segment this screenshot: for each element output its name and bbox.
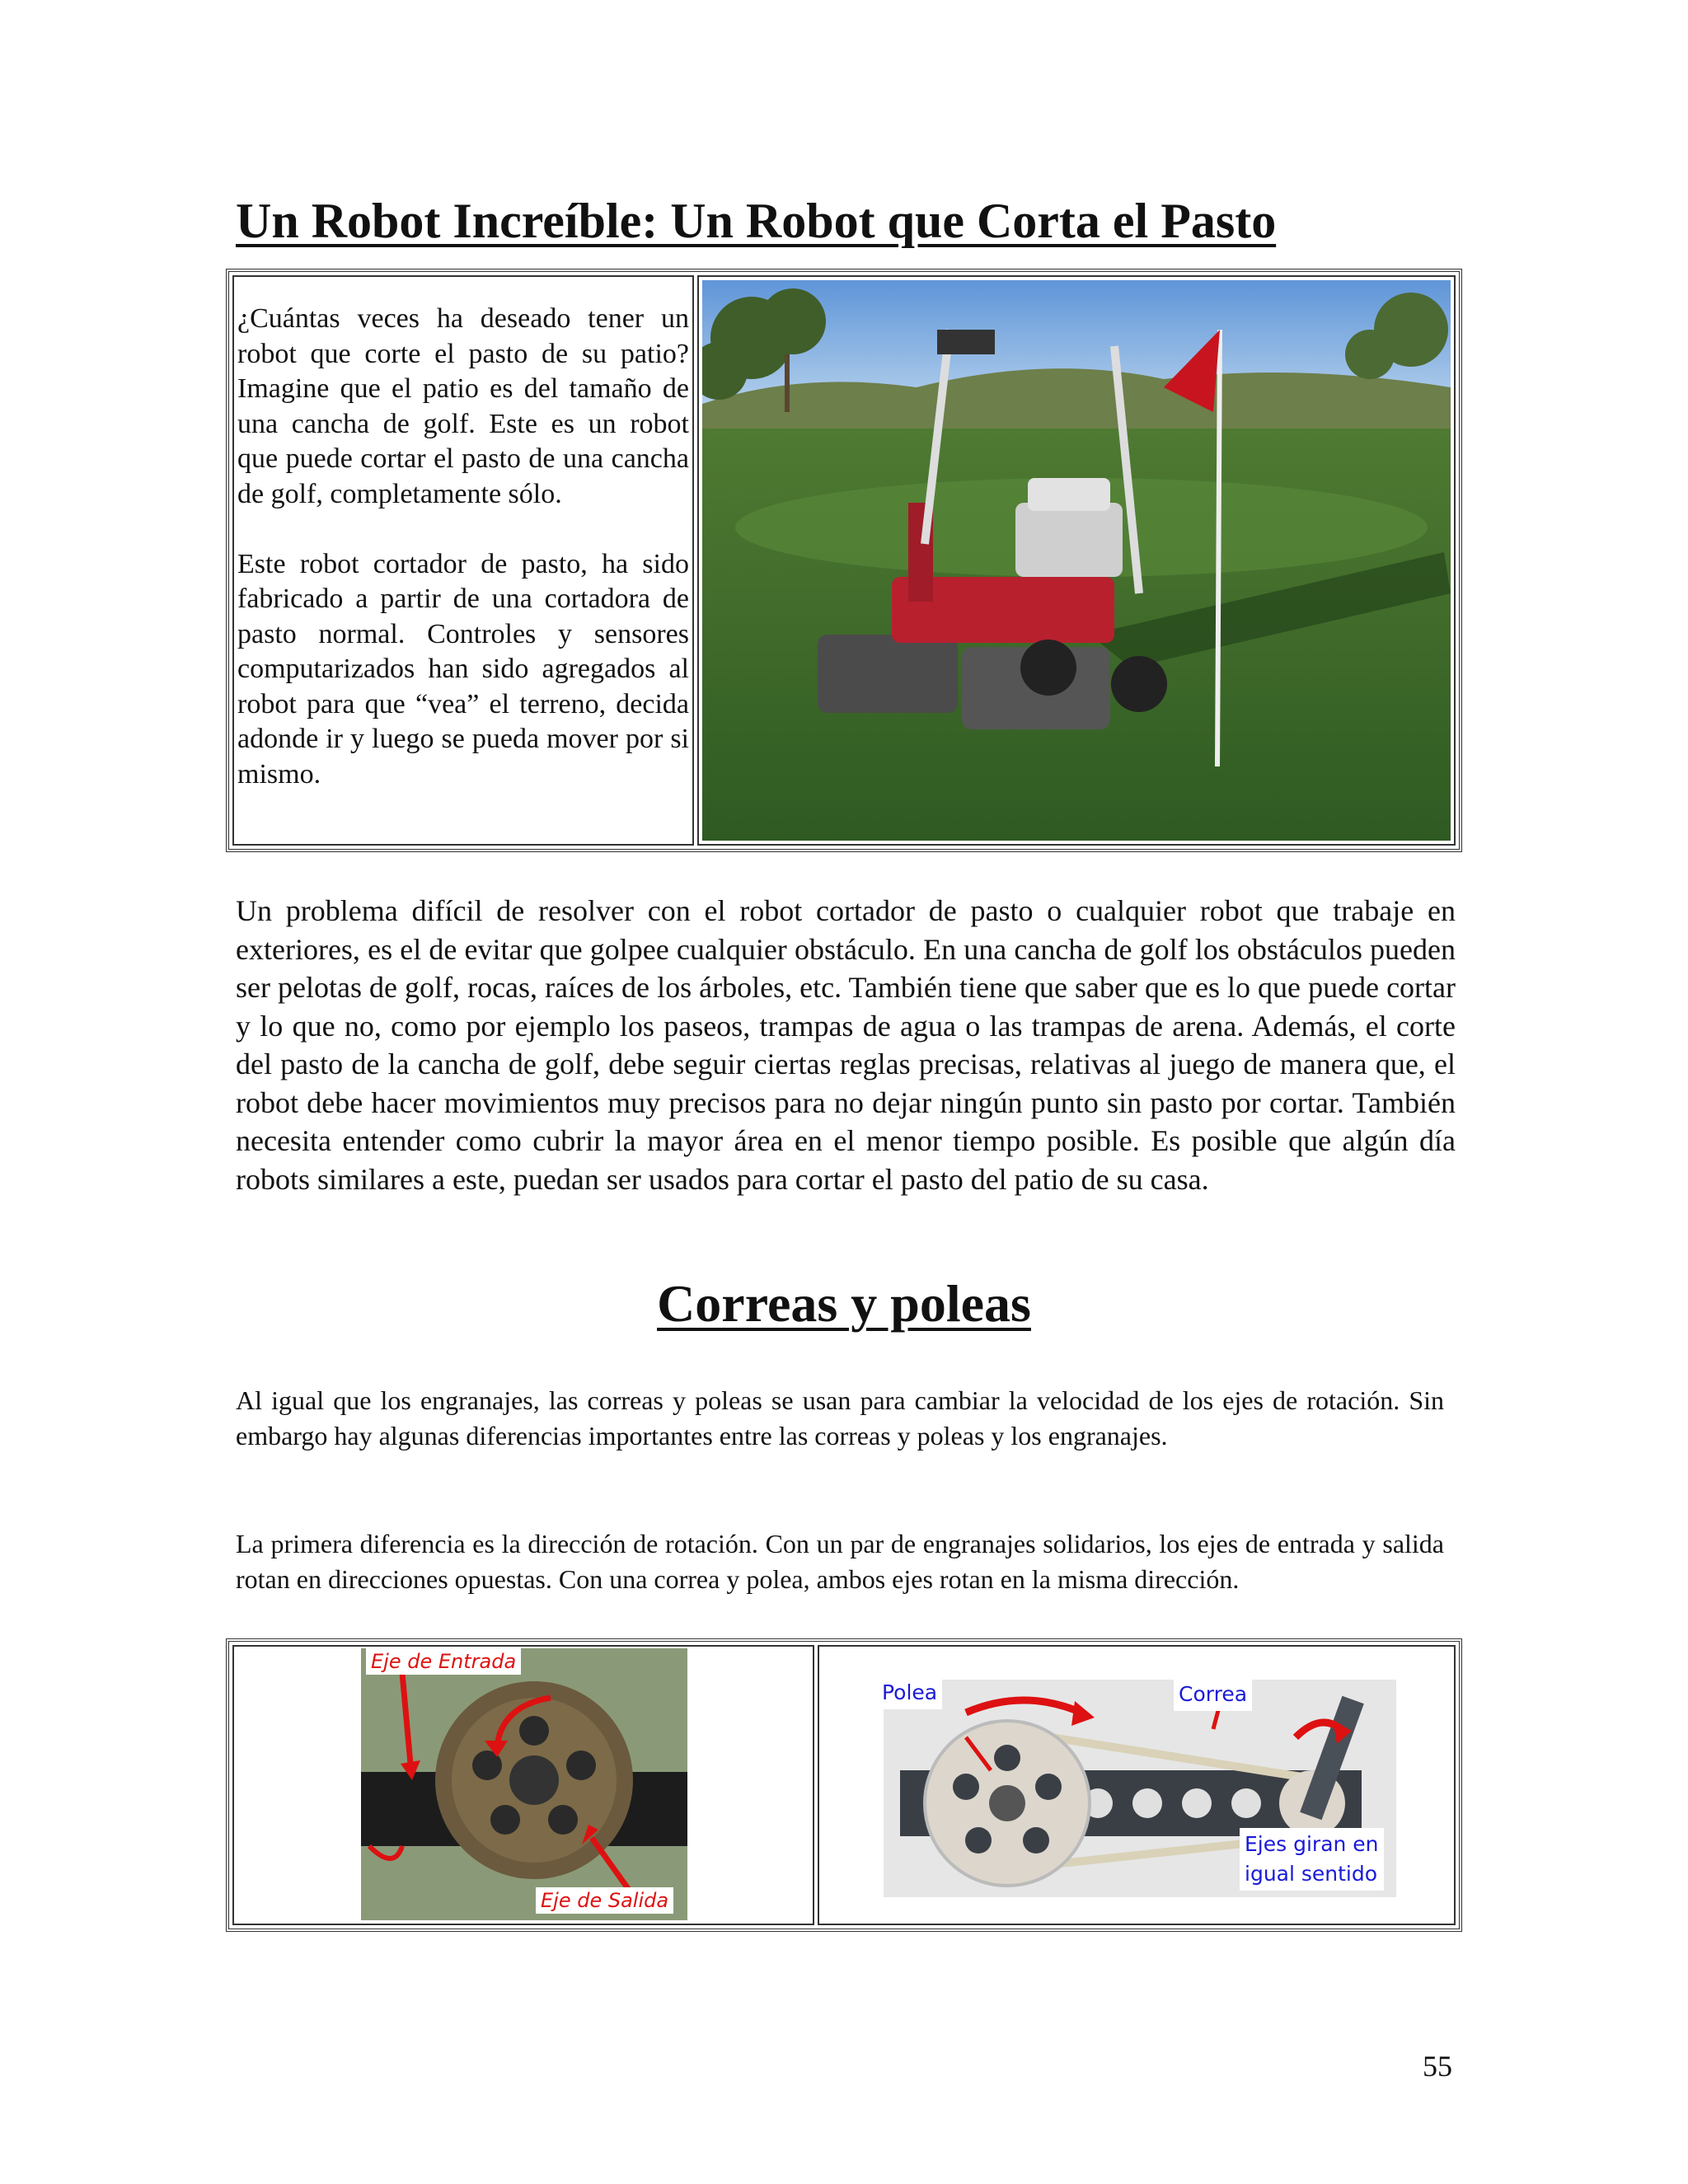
gear-diagram — [361, 1648, 687, 1920]
page-title: Un Robot Increíble: Un Robot que Corta el Pasto — [236, 194, 1277, 248]
robot-mower-photo — [702, 280, 1451, 841]
page-number: 55 — [1423, 2050, 1452, 2083]
intro-paragraph-1: ¿Cuántas veces ha deseado tener un robot que corte el pasto de su patio? Imagine que el patio es del tamaño de una cancha de golf. Este es un robot que puede cortar el pasto de una cancha de golf, completamente sólo. — [237, 303, 689, 509]
label-shafts-line-2: igual sentido — [1245, 1862, 1378, 1886]
mower-photo-cell — [697, 275, 1456, 846]
gear-figure-cell — [232, 1645, 814, 1925]
pulley-figure-cell — [818, 1645, 1456, 1925]
section-heading: Correas y poleas — [657, 1274, 1031, 1333]
body-paragraph: Un problema difícil de resolver con el robot cortador de pasto o cualquier robot que trabaje en exteriores, es el de evitar que golpee cualquier obstáculo. En una cancha de golf los obstáculos pueden ser pelotas de golf, rocas, raíces de los árboles, etc. También tiene que saber que es lo que puede cortar y lo que no, como por ejemplo los paseos, trampas de agua o las trampas de arena. Además, el corte del pasto de la cancha de golf, debe seguir ciertas reglas precisas, relativas al juego de manera que, el robot debe hacer movimientos muy precisos para no dejar ningún punto sin pasto por cortar. También necesita entender como cubrir la mayor área en el menor tiempo posible. Es posible que algún día robots similares a este, puedan ser usados para cortar el pasto del patio de su casa. — [236, 894, 1456, 1196]
section-paragraph-2: La primera diferencia es la dirección de rotación. Con un par de engranajes solidarios, los ejes de entrada y salida rotan en direcciones opuestas. Con una correa y polea, ambos ejes rotan en la misma dirección. — [236, 1529, 1444, 1594]
intro-paragraph-2: Este robot cortador de pasto, ha sido fabricado a partir de una cortadora de pasto normal. Controles y sensores computarizados han sido agregados al robot para que “vea” el terreno, decida adonde ir y luego se pueda mover por si mismo. — [237, 548, 689, 790]
label-shafts-line-1: Ejes giran en — [1245, 1832, 1379, 1856]
label-belt: Correa — [1174, 1678, 1252, 1711]
flag-pole — [1217, 330, 1220, 766]
section-paragraph-1: Al igual que los engranajes, las correas y poleas se usan para cambiar la velocidad de los ejes de rotación. Sin embargo hay algunas diferencias importantes entre las correas y poleas y los engranajes. — [236, 1385, 1444, 1451]
intro-text-cell — [232, 275, 694, 846]
label-shafts — [1240, 1828, 1384, 1891]
label-pulley: Polea — [877, 1676, 942, 1709]
label-output-shaft: Eje de Salida — [536, 1887, 673, 1914]
label-input-shaft: Eje de Entrada — [366, 1648, 521, 1675]
